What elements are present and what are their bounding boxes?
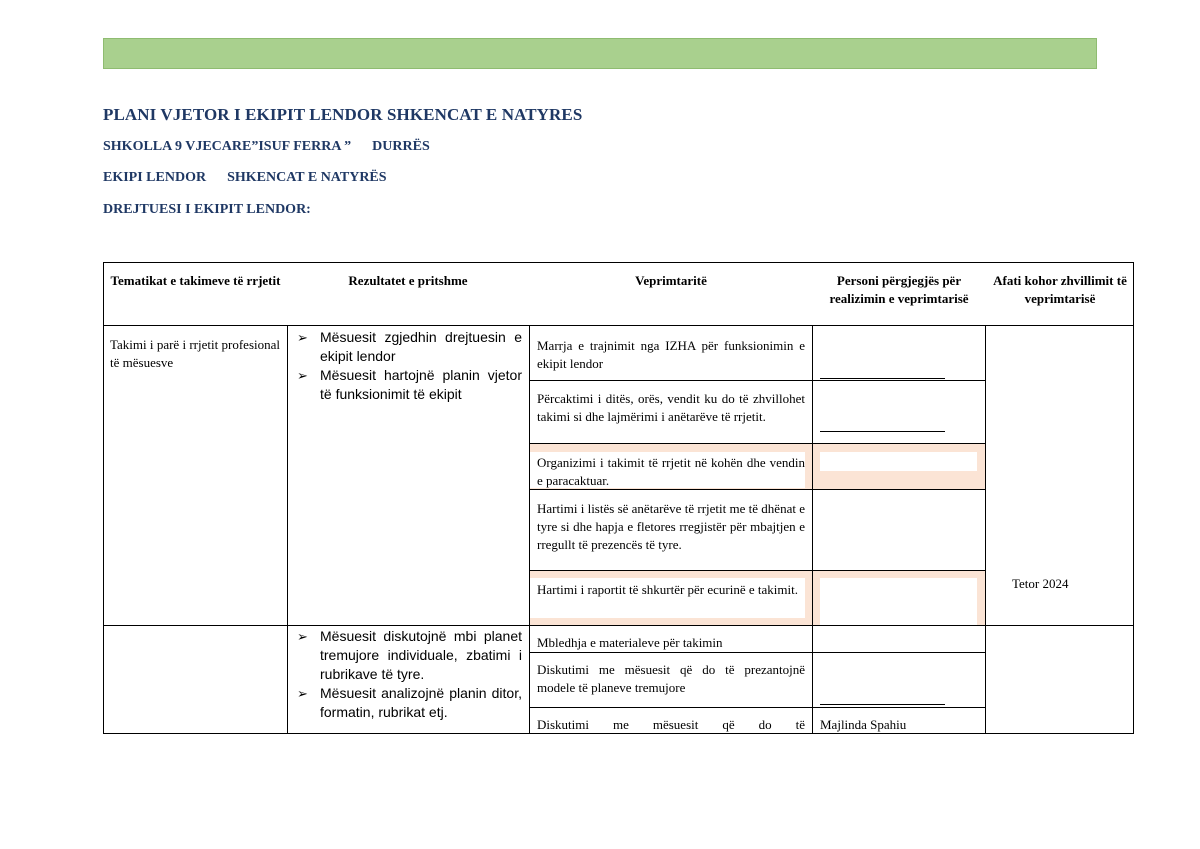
signature-line [820, 704, 945, 705]
responsible-person: Majlinda Spahiu [820, 717, 907, 732]
result-text: Mësuesit analizojnë planin ditor, formatin, rubrikat etj. [320, 685, 522, 720]
table-border [812, 325, 813, 734]
table-border [530, 443, 985, 444]
school-line: SHKOLLA 9 VJECARE”ISUF FERRA ” DURRËS [103, 139, 430, 154]
column-header-themes: Tematikat e takimeve të rrjetit [110, 273, 281, 288]
column-header-responsible: Personi përgjegjës për realizimin e veprimtarisë [829, 273, 969, 306]
activity-cell: Përcaktimi i ditës, orës, vendit ku do të zhvillohet takimi si dhe lajmërimi i anëtarëve të rrjetit. [537, 391, 805, 424]
list-item [293, 366, 522, 404]
table-border [103, 625, 1134, 626]
table-border [103, 262, 1134, 263]
deadline-cell: Tetor 2024 [1012, 576, 1069, 591]
highlight-inner [820, 452, 977, 471]
signature-line [820, 431, 945, 432]
team-line: EKIPI LENDOR SHKENCAT E NATYRËS [103, 170, 387, 185]
arrow-bullet-icon: ➢ [297, 629, 308, 644]
table-border [530, 707, 985, 708]
arrow-bullet-icon: ➢ [297, 368, 308, 383]
activity-cell: Diskutimi me mësuesit që do të [537, 717, 805, 732]
list-item [293, 627, 522, 684]
theme-cell: Takimi i parë i rrjetit profesional të mësuesve [110, 337, 280, 370]
activity-cell: Mbledhja e materialeve për takimin [537, 635, 723, 650]
result-text: Mësuesit hartojnë planin vjetor të funksionimit të ekipit [320, 367, 522, 402]
activity-cell: Hartimi i listës së anëtarëve të rrjetit me të dhënat e tyre si dhe hapja e fletores rregjistër për mbajtjen e rregullt të prezencës të tyre. [537, 501, 805, 552]
list-item [293, 328, 522, 366]
table-border [530, 652, 985, 653]
header-banner [103, 38, 1097, 69]
table-border [529, 325, 530, 734]
activity-cell: Organizimi i takimit të rrjetit në kohën dhe vendin e paracaktuar. [537, 455, 805, 488]
table-border [530, 570, 985, 571]
highlight-inner [820, 578, 977, 625]
table-border [1133, 262, 1134, 734]
activity-cell: Hartimi i raportit të shkurtër për ecurinë e takimit. [537, 582, 798, 597]
column-header-results: Rezultatet e pritshme [348, 273, 468, 288]
table-border [103, 325, 1134, 326]
arrow-bullet-icon: ➢ [297, 330, 308, 345]
arrow-bullet-icon: ➢ [297, 686, 308, 701]
column-header-deadline: Afati kohor zhvillimit të veprimtarisë [993, 273, 1127, 306]
activity-cell: Diskutimi me mësuesit që do të prezantojnë modele të planeve tremujore [537, 662, 805, 695]
leader-line: DREJTUESI I EKIPIT LENDOR: [103, 202, 311, 217]
results-list [293, 627, 522, 722]
results-list [293, 328, 522, 404]
activity-cell: Marrja e trajnimit nga IZHA për funksionimin e ekipit lendor [537, 338, 805, 371]
table-border [985, 325, 986, 734]
list-item [293, 684, 522, 722]
signature-line [820, 378, 945, 379]
result-text: Mësuesit diskutojnë mbi planet tremujore individuale, zbatimi i rubrikave të tyre. [320, 628, 522, 682]
page-title: PLANI VJETOR I EKIPIT LENDOR SHKENCAT E NATYRES [103, 105, 583, 124]
result-text: Mësuesit zgjedhin drejtuesin e ekipit lendor [320, 329, 522, 364]
table-border [287, 325, 288, 734]
column-header-activities: Veprimtaritë [635, 273, 707, 288]
table-border [103, 262, 104, 734]
table-border [530, 380, 985, 381]
